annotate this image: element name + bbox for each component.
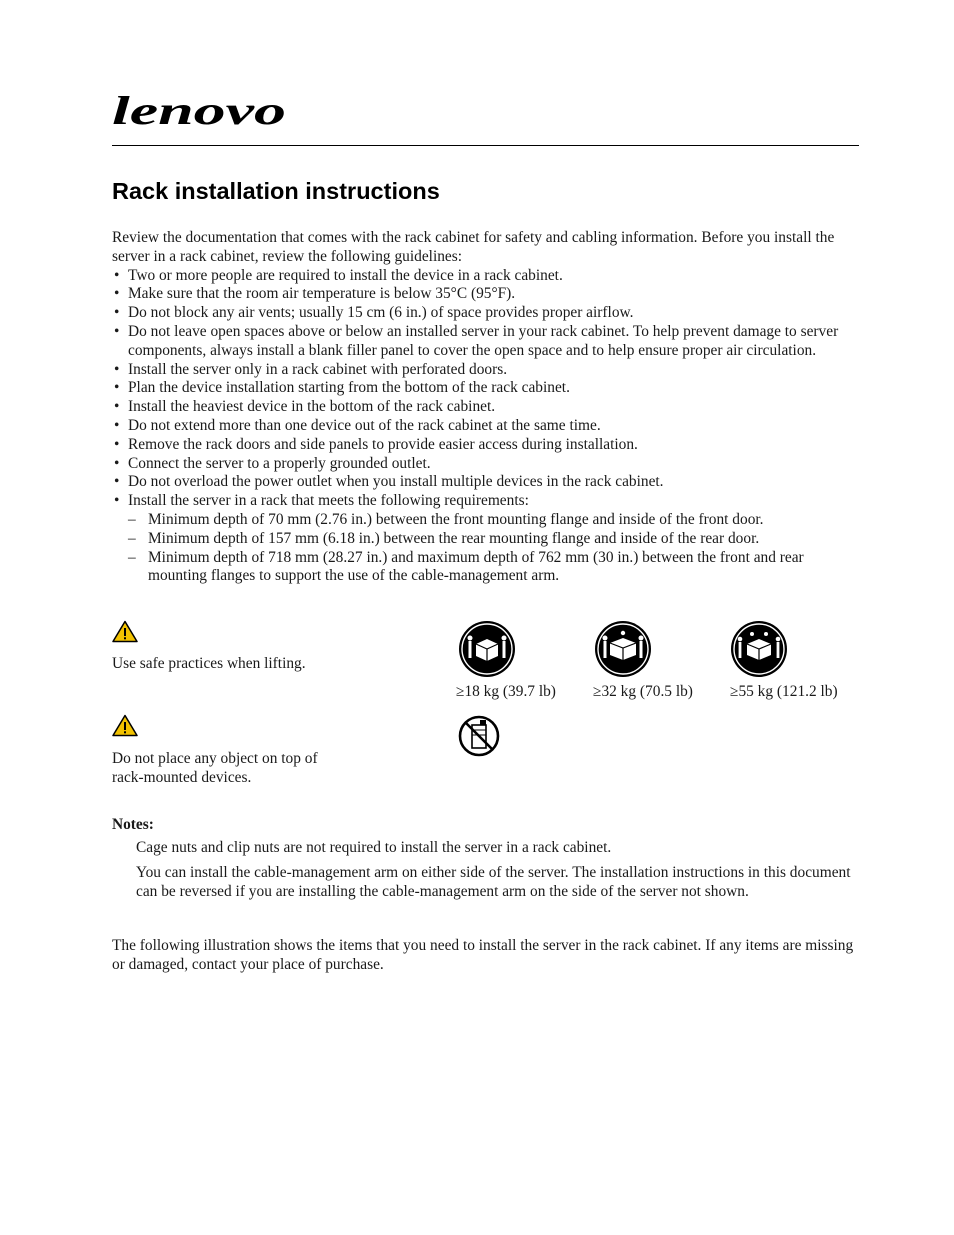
weight-label: ≥32 kg (70.5 lb) (593, 683, 693, 700)
no-object-caution-line: rack-mounted devices. (112, 768, 252, 786)
guidelines-list (112, 267, 860, 587)
three-person-lift-icon (594, 620, 652, 678)
weight-label: ≥55 kg (121.2 lb) (730, 683, 838, 700)
main-content (112, 229, 860, 586)
intro-paragraph: Review the documentation that comes with the rack cabinet for safety and cabling information. Before you install the server in a rack cabinet, review the following guidelines: (112, 229, 835, 265)
list-item: • Plan the device installation starting from the bottom of the rack cabinet. (112, 379, 860, 398)
weight-label: ≥18 kg (39.7 lb) (456, 683, 556, 700)
notes-list (136, 839, 856, 907)
list-item: • Do not extend more than one device out of the rack cabinet at the same time. (112, 417, 860, 436)
no-object-caution-line: Do not place any object on top of (112, 750, 318, 767)
list-item: – Minimum depth of 718 mm (28.27 in.) and maximum depth of 762 mm (30 in.) between the front and rear mounting flanges to support the use of the cable-management arm. (128, 549, 860, 587)
list-item: • Do not overload the power outlet when you install multiple devices in the rack cabinet. (112, 473, 860, 492)
list-item: • Install the heaviest device in the bottom of the rack cabinet. (112, 398, 860, 417)
two-person-lift-icon (458, 620, 516, 678)
four-person-lift-icon (730, 620, 788, 678)
list-item: • Remove the rack doors and side panels to provide easier access during installation. (112, 436, 860, 455)
list-item: • Make sure that the room air temperature is below 35°C (95°F). (112, 285, 860, 304)
list-item: • Do not block any air vents; usually 15 cm (6 in.) of space provides proper airflow. (112, 304, 860, 323)
requirements-lead: Install the server in a rack that meets the following requirements: (128, 492, 529, 510)
list-item: – Minimum depth of 70 mm (2.76 in.) between the front mounting flange and inside of the front door. (128, 511, 860, 530)
requirements-list (128, 511, 860, 586)
list-item-requirements (112, 492, 860, 586)
header-rule (112, 145, 859, 146)
svg-text:lenovo: lenovo (112, 96, 286, 128)
closing-paragraph: The following illustration shows the items that you need to install the server in the rack cabinet. If any items are missing or damaged, contact your place of purchase. (112, 937, 854, 973)
list-item: • Do not leave open spaces above or below an installed server in your rack cabinet. To help prevent damage to server components, always install a blank filler panel to cover the open space and to help ensure proper air circulation. (112, 323, 860, 361)
list-item: – Minimum depth of 157 mm (6.18 in.) between the rear mounting flange and inside of the rear door. (128, 530, 860, 549)
notes-heading: Notes: (112, 816, 154, 833)
list-item: • Two or more people are required to install the device in a rack cabinet. (112, 267, 860, 286)
list-item: • Connect the server to a properly grounded outlet. (112, 455, 860, 474)
list-item: • Install the server only in a rack cabinet with perforated doors. (112, 361, 860, 380)
note-item: You can install the cable-management arm on either side of the server. The installation instructions in this document can be reversed if you are installing the cable-management arm on the side of the server not shown. (136, 863, 851, 900)
warning-triangle-icon (112, 714, 138, 737)
lifting-caution-text: Use safe practices when lifting. (112, 655, 306, 672)
page-title: Rack installation instructions (112, 178, 440, 204)
lenovo-logo (112, 96, 288, 128)
warning-triangle-icon (112, 620, 138, 643)
note-item: Cage nuts and clip nuts are not required to install the server in a rack cabinet. (136, 839, 612, 856)
no-object-on-top-icon (458, 715, 500, 757)
no-object-caution-text (112, 750, 372, 788)
